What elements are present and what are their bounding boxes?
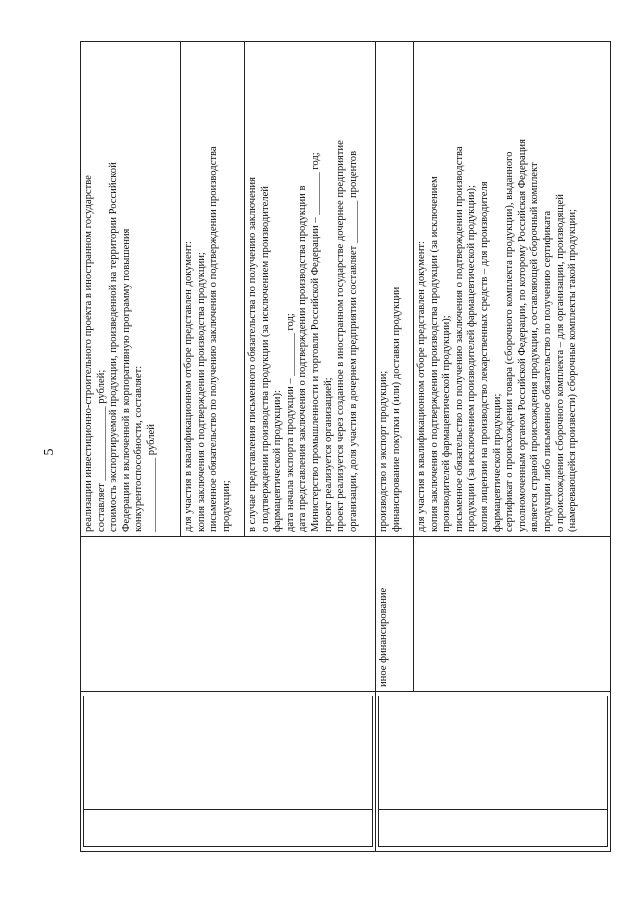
requirement-text-cell: в случае представления письменного обязательства по получению заключения о подтверждении производства продукции (за исключением производителей фармацевтической продукции): дата начала экспорта продукции – ________ год; дата представления заключения о подтверждении производства продукции в Министерство промышленности и торговли Российской Федерации – ________ год; проект реализуется организацией; проект реализуется через созданное в иностранном государстве дочернее предприятие организации, доля участия в дочернем предприятии составляет ________ процентов [245,42,376,537]
financing-type-cell: иное финансирование [376,537,414,692]
requirement-text-cell: для участия в квалификационном отборе представлен документ: копия заключения о подтверждении производства продукции (за исключением производителей фармацевтической продукции); письменное обязательство по получению заключения о подтверждении производства продукции (за исключением производителей фармацевтической продукции); копия лицензии на производство лекарственных средств – для производителя фармацевтической продукции; сертификат о происхождении товара (сборочного комплекта продукции), выданного уполномоченным органом Российской Федерации, по которому Российская Федерация является страной происхождения продукции, составляющей сборочный комплект продукции либо письменное обязательство по получению сертификата о происхождении сборочного комплекта – для организации, производящей (намеревающейся произвести) сборочные комплекты такой продукции; [414,42,611,537]
rotated-page-content [80,42,610,852]
category-column-cell [81,692,376,852]
category-column-cell [376,692,611,852]
requirements-table [80,41,611,852]
subcategory-cell [414,537,611,692]
table-row [376,42,414,852]
requirement-text-cell: реализации инвестиционно-строительного проекта в иностранном государстве составляет ______________ рублей; стоимость экспортируемой продукции, произведенной на территории Российской Федерации и включенной в корпоративную программу повышения конкурентоспособности, составляет: ______________ рублей [81,42,181,537]
page-number: 5 [42,448,57,456]
requirement-text-cell: для участия в квалификационном отборе представлен документ: копия заключения о подтверждении производства продукции; письменное обязательство по получению заключения о подтверждении производства продукции; [181,42,245,537]
category-subcell [84,696,373,810]
category-subcell [84,810,373,847]
category-subgrid [378,696,608,847]
subcategory-cell [81,537,376,692]
category-subcell [379,696,608,810]
requirement-text-cell: производство и экспорт продукции; финансирование покупки и (или) доставки продукции [376,42,414,537]
category-subgrid [83,696,373,847]
table-row [81,42,181,852]
category-subcell [379,810,608,847]
